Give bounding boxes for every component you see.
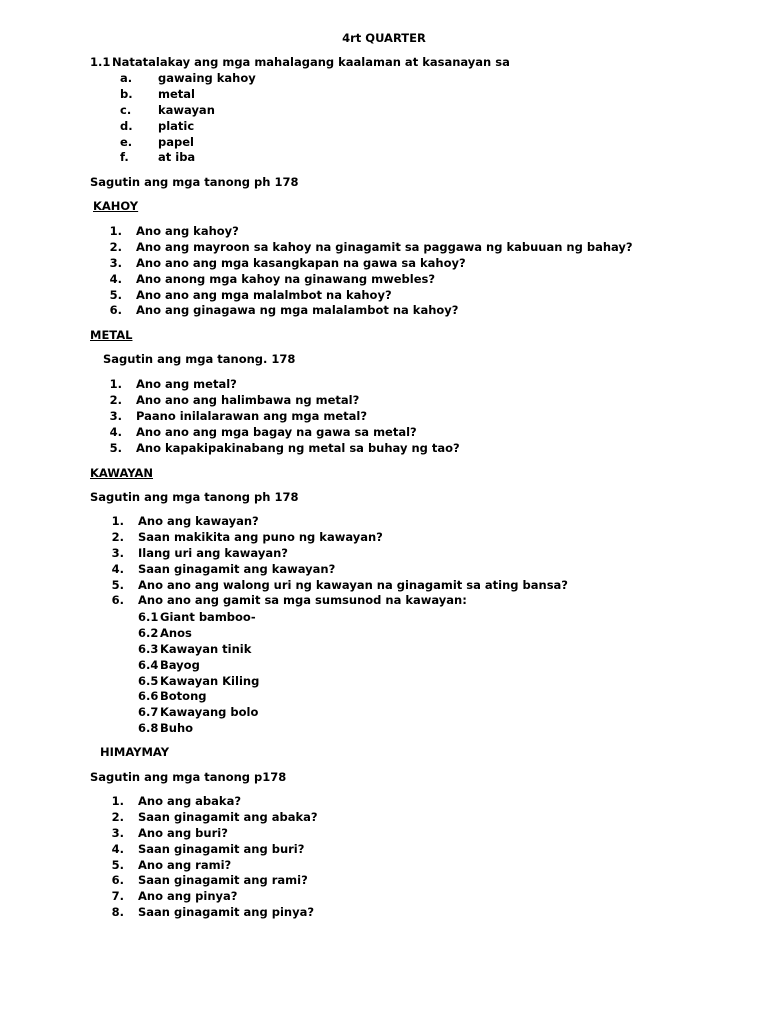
metal-instruction: Sagutin ang mga tanong. 178 (103, 352, 296, 366)
objective-number: 1.1 (90, 55, 111, 69)
instruction-main: Sagutin ang mga tanong ph 178 (90, 175, 299, 189)
objective-text: Natatalakay ang mga mahalagang kaalaman at kasanayan sa (112, 55, 510, 69)
kahoy-heading: KAHOY (93, 199, 139, 213)
page-title: 4rt QUARTER (342, 31, 426, 45)
metal-heading: METAL (90, 328, 133, 342)
kawayan-instruction: Sagutin ang mga tanong ph 178 (90, 490, 299, 504)
himaymay-instruction: Sagutin ang mga tanong p178 (90, 770, 287, 784)
document-page: 4rt QUARTER 1.1 Natatalakay ang mga mahalagang kaalaman at kasanayan sa a. gawaing kahoy b. metal c. kawayan d. platic e. papel f. at iba Sagutin ang mga tanong ph 178 KAHOY 1. Ano ang kahoy? 2. Ano ang mayroon sa kahoy na ginagamit sa paggawa ng kabuuan ng bahay? 3. Ano ano ang mga kasangkapan na gawa sa kahoy? 4. Ano anong mga kahoy na ginawang mwebles? 5. Ano ano ang mga malalmbot na kahoy? 6. Ano ang ginagawa ng mga malalambot na kahoy? METAL Sagutin ang mga tanong. 178 1. Ano ang metal? 2. Ano ano ang halimbawa ng metal? 3. Paano inilalarawan ang mga metal? 4. Ano ano ang mga bagay na gawa sa metal? 5. Ano kapakipakinabang ng metal sa buhay ng tao? KAWAYAN Sagutin ang mga tanong ph 178 1. Ano ang kawayan? 2. Saan makikita ang puno ng kawayan? 3. Ilang uri ang kawayan? 4. Saan ginagamit ang kawayan? 5. Ano ano ang walong uri ng kawayan na ginagamit sa ating bansa? 6. Ano ano ang gamit sa mga sumsunod na kawayan: 6.1 Giant bamboo- 6.2 Anos 6.3 Kawayan tinik 6.4 Bayog 6.5 Kawayan Kiling 6.6 Botong 6.7 Kawayang bolo 6.8 Buho HIMAYMAY Sagutin ang mga tanong p178 1. Ano ang abaka? 2. Saan ginagamit ang abaka? 3. Ano ang buri? 4. Saan ginagamit ang buri? 5. Ano ang rami? 6. Saan ginagamit ang rami? 7. Ano ang pinya? 8. Saan ginagamit ang pinya? (0, 0, 768, 1024)
himaymay-heading: HIMAYMAY (100, 745, 170, 759)
kawayan-heading: KAWAYAN (90, 466, 154, 480)
